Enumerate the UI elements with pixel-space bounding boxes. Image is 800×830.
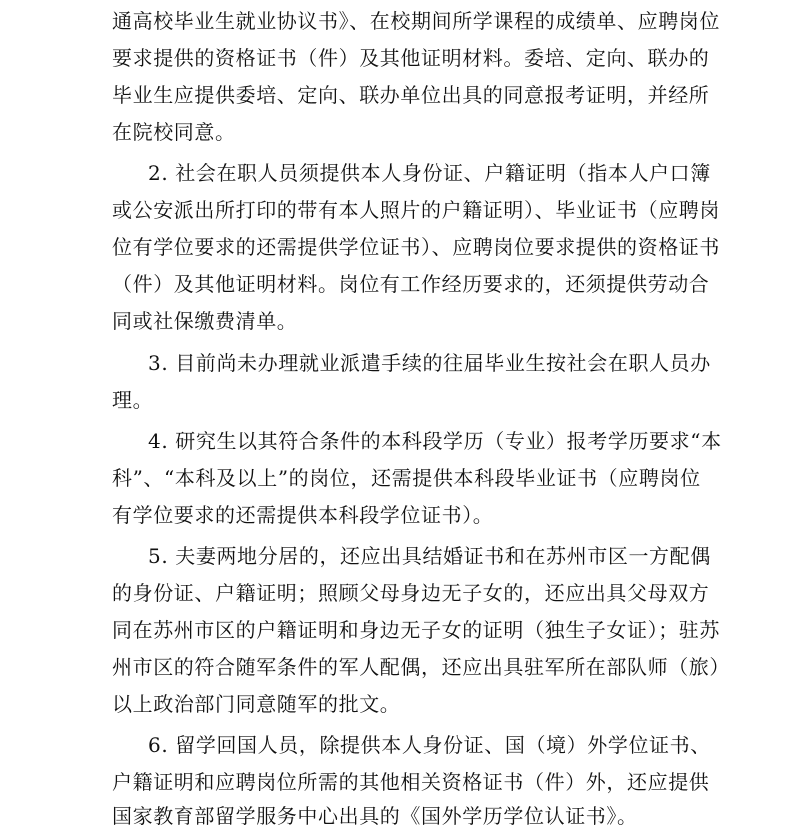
paragraph-1-line-1: 通高校毕业生就业协议书》、在校期间所学课程的成绩单、应聘岗位 bbox=[112, 9, 720, 33]
item-2-line-4: （件）及其他证明材料。岗位有工作经历要求的，还须提供劳动合 bbox=[112, 272, 710, 296]
item-5-line-2: 的身份证、户籍证明；照顾父母身边无子女的，还应出具父母双方 bbox=[112, 581, 710, 605]
item-5-line-5: 以上政治部门同意随军的批文。 bbox=[112, 692, 401, 716]
item-3-line-1: 3. 目前尚未办理就业派遣手续的往届毕业生按社会在职人员办 bbox=[148, 351, 711, 375]
item-6-line-1: 6. 留学回国人员，除提供本人身份证、国（境）外学位证书、 bbox=[148, 733, 711, 757]
item-2-line-5: 同或社保缴费清单。 bbox=[112, 309, 298, 333]
item-3-line-2: 理。 bbox=[112, 388, 154, 412]
item-4-line-3: 有学位要求的还需提供本科段学位证书）。 bbox=[112, 503, 494, 527]
item-4-line-2: 科”、“本科及以上”的岗位，还需提供本科段毕业证书（应聘岗位 bbox=[112, 466, 701, 490]
item-5-line-1: 5. 夫妻两地分居的，还应出具结婚证书和在苏州市区一方配偶 bbox=[148, 544, 711, 568]
paragraph-1-line-3: 毕业生应提供委培、定向、联办单位出具的同意报考证明，并经所 bbox=[112, 83, 710, 107]
item-2-line-1: 2. 社会在职人员须提供本人身份证、户籍证明（指本人户口簿 bbox=[148, 161, 711, 185]
paragraph-1-line-2: 要求提供的资格证书（件）及其他证明材料。委培、定向、联办的 bbox=[112, 46, 710, 70]
item-6-line-2: 户籍证明和应聘岗位所需的其他相关资格证书（件）外，还应提供 bbox=[112, 770, 710, 794]
item-4-line-1: 4. 研究生以其符合条件的本科段学历（专业）报考学历要求“本 bbox=[148, 429, 722, 453]
item-5-line-4: 州市区的符合随军条件的军人配偶，还应出具驻军所在部队师（旅） bbox=[112, 655, 730, 679]
item-2-line-3: 位有学位要求的还需提供学位证书）、应聘岗位要求提供的资格证书 bbox=[112, 235, 720, 259]
paragraph-1-line-4: 在院校同意。 bbox=[112, 120, 236, 144]
item-6-line-3: 国家教育部留学服务中心出具的《国外学历学位认证书》。 bbox=[112, 804, 638, 828]
item-5-line-3: 同在苏州市区的户籍证明和身边无子女的证明（独生子女证）；驻苏 bbox=[112, 618, 720, 642]
item-2-line-2: 或公安派出所打印的带有本人照片的户籍证明）、毕业证书（应聘岗 bbox=[112, 198, 720, 222]
